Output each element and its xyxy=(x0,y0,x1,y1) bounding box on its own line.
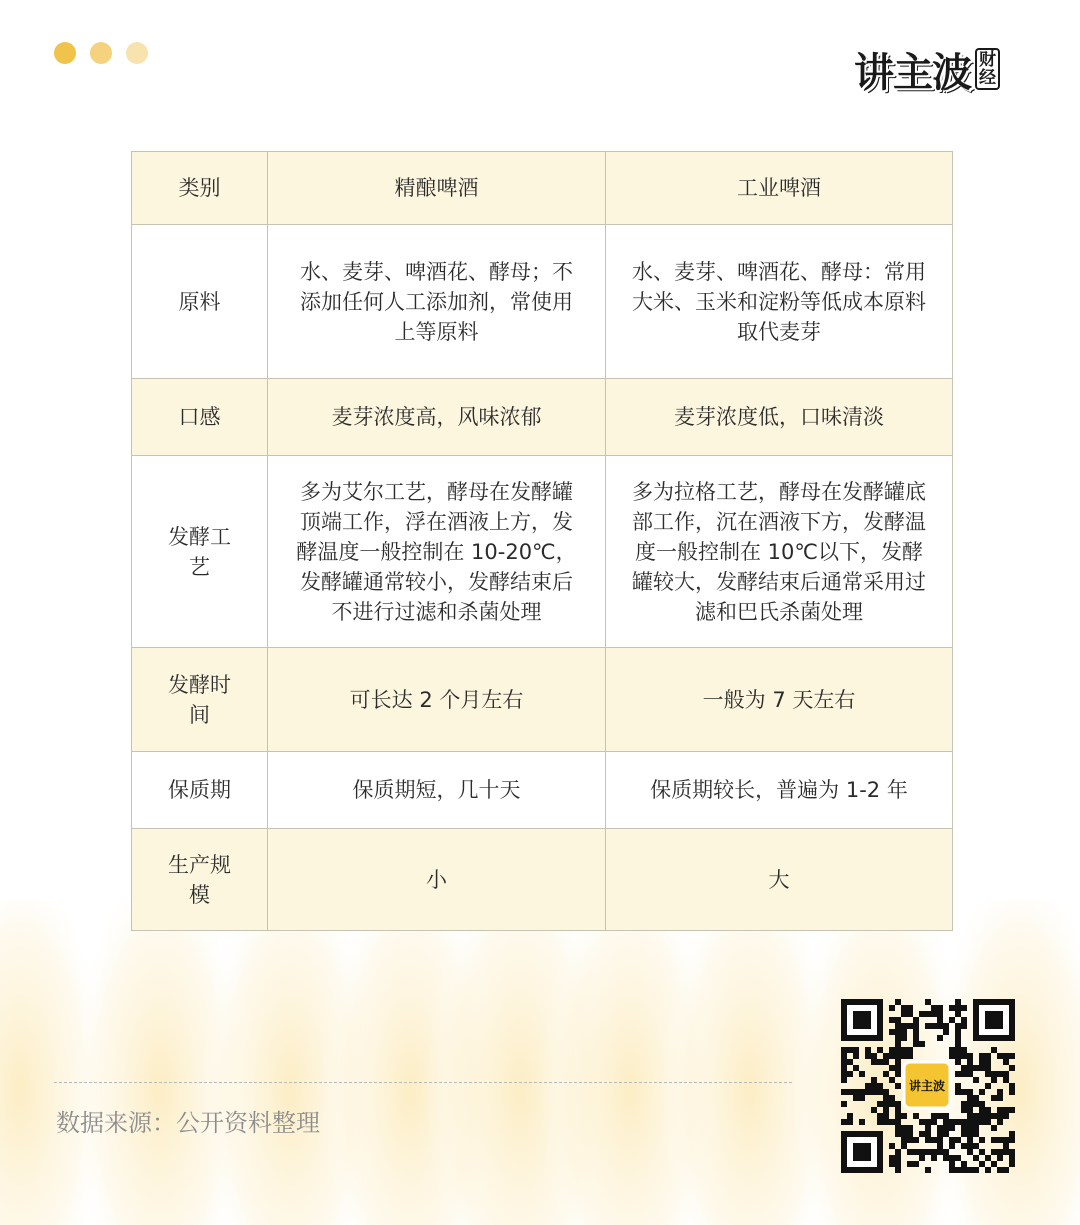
brand-logo xyxy=(854,38,1032,100)
row-label: 原料 xyxy=(132,225,268,379)
dot-icon-1 xyxy=(54,42,76,64)
table-header-row xyxy=(132,152,953,225)
table-row xyxy=(132,456,953,648)
industrial-cell: 保质期较长，普遍为 1-2 年 xyxy=(606,752,953,829)
qr-code[interactable] xyxy=(838,996,1018,1174)
table-row xyxy=(132,379,953,456)
industrial-cell: 多为拉格工艺，酵母在发酵罐底部工作，沉在酒液下方，发酵温度一般控制在 10℃以下，发酵罐较大，发酵结束后通常采用过滤和巴氏杀菌处理 xyxy=(606,456,953,648)
data-source-note: 数据来源：公开资料整理 xyxy=(56,1109,320,1137)
craft-cell: 可长达 2 个月左右 xyxy=(268,648,606,752)
industrial-cell: 水、麦芽、啤酒花、酵母：常用大米、玉米和淀粉等低成本原料取代麦芽 xyxy=(606,225,953,379)
craft-cell: 多为艾尔工艺，酵母在发酵罐顶端工作，浮在酒液上方，发酵温度一般控制在 10-20℃，发酵罐通常较小，发酵结束后不进行过滤和杀菌处理 xyxy=(268,456,606,648)
row-label: 发酵工艺 xyxy=(132,456,268,648)
row-label: 发酵时间 xyxy=(132,648,268,752)
industrial-cell: 麦芽浓度低，口味清淡 xyxy=(606,379,953,456)
dot-icon-2 xyxy=(90,42,112,64)
logo-sub-text: 财 经 xyxy=(975,48,1000,90)
table-row xyxy=(132,648,953,752)
header-cell-industrial: 工业啤酒 xyxy=(606,152,953,225)
row-label: 口感 xyxy=(132,379,268,456)
industrial-cell: 大 xyxy=(606,829,953,931)
header-cell-craft: 精酿啤酒 xyxy=(268,152,606,225)
window-dots xyxy=(54,42,148,64)
craft-cell: 水、麦芽、啤酒花、酵母；不添加任何人工添加剂，常使用上等原料 xyxy=(268,225,606,379)
footer-divider xyxy=(54,1082,792,1083)
industrial-cell: 一般为 7 天左右 xyxy=(606,648,953,752)
row-label: 保质期 xyxy=(132,752,268,829)
qr-finder-icon xyxy=(841,1131,883,1173)
table-row xyxy=(132,752,953,829)
table-row xyxy=(132,225,953,379)
dot-icon-3 xyxy=(126,42,148,64)
comparison-table xyxy=(131,151,953,931)
qr-finder-icon xyxy=(973,999,1015,1041)
row-label: 生产规模 xyxy=(132,829,268,931)
qr-finder-icon xyxy=(841,999,883,1041)
craft-cell: 保质期短，几十天 xyxy=(268,752,606,829)
qr-badge-text: 讲主波 xyxy=(908,1079,946,1093)
header-cell-category: 类别 xyxy=(132,152,268,225)
logo-main-text: 讲主波 xyxy=(854,49,971,96)
craft-cell: 麦芽浓度高，风味浓郁 xyxy=(268,379,606,456)
table-row xyxy=(132,829,953,931)
craft-cell: 小 xyxy=(268,829,606,931)
